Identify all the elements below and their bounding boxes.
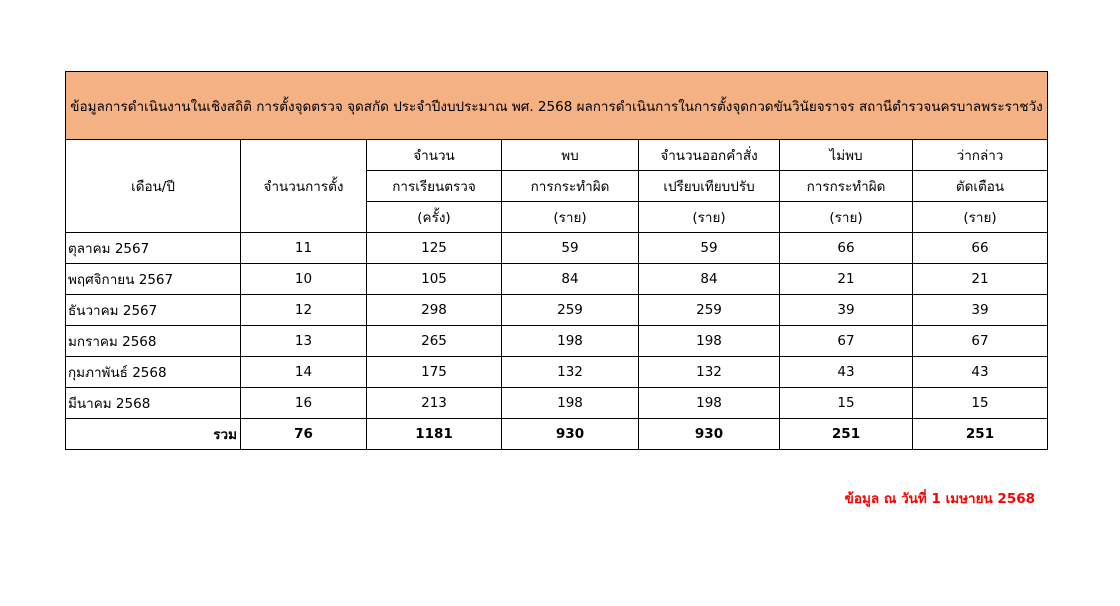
row-found: 259	[502, 295, 639, 326]
row-found: 198	[502, 326, 639, 357]
row-month: ตุลาคม 2567	[66, 233, 241, 264]
header-warned-l2: ตัดเตือน	[913, 171, 1048, 202]
row-not-found: 66	[780, 233, 913, 264]
row-setups: 10	[241, 264, 367, 295]
stats-table	[65, 71, 1048, 450]
total-found: 930	[502, 419, 639, 450]
header-fined-l2: เปรียบเทียบปรับ	[639, 171, 780, 202]
table-row	[66, 326, 1048, 357]
row-month: มีนาคม 2568	[66, 388, 241, 419]
row-setups: 16	[241, 388, 367, 419]
row-month: พฤศจิกายน 2567	[66, 264, 241, 295]
row-warned: 21	[913, 264, 1048, 295]
row-setups: 14	[241, 357, 367, 388]
row-not-found: 15	[780, 388, 913, 419]
row-setups: 12	[241, 295, 367, 326]
total-warned: 251	[913, 419, 1048, 450]
row-fined: 198	[639, 388, 780, 419]
header-not-found-unit: (ราย)	[780, 202, 913, 233]
total-fined: 930	[639, 419, 780, 450]
total-row	[66, 419, 1048, 450]
table-row	[66, 233, 1048, 264]
row-setups: 13	[241, 326, 367, 357]
header-checks-l2: การเรียนตรวจ	[367, 171, 502, 202]
stats-sheet	[65, 71, 1047, 450]
table-title: ข้อมูลการดำเนินงานในเชิงสถิติ การตั้งจุดตรวจ จุดสกัด ประจำปีงบประมาณ พศ. 2568 ผลการดำเนินการในการตั้งจุดกวดขันวินัยจราจร สถานีตำรวจนครบาลพระราชวัง	[66, 72, 1048, 140]
row-found: 59	[502, 233, 639, 264]
header-warned-unit: (ราย)	[913, 202, 1048, 233]
header-not-found-l1: ไม่พบ	[780, 140, 913, 171]
header-checks-unit: (ครั้ง)	[367, 202, 502, 233]
row-not-found: 67	[780, 326, 913, 357]
header-found-l2: การกระทำผิด	[502, 171, 639, 202]
row-month: มกราคม 2568	[66, 326, 241, 357]
data-date-note: ข้อมูล ณ วันที่ 1 เมษายน 2568	[844, 491, 1035, 507]
header-warned-l1: ว่ากล่าว	[913, 140, 1048, 171]
header-not-found-l2: การกระทำผิด	[780, 171, 913, 202]
header-fined-unit: (ราย)	[639, 202, 780, 233]
table-row	[66, 264, 1048, 295]
row-setups: 11	[241, 233, 367, 264]
row-checks: 213	[367, 388, 502, 419]
header-found-l1: พบ	[502, 140, 639, 171]
row-found: 198	[502, 388, 639, 419]
row-warned: 15	[913, 388, 1048, 419]
row-fined: 198	[639, 326, 780, 357]
row-checks: 298	[367, 295, 502, 326]
row-checks: 265	[367, 326, 502, 357]
row-fined: 259	[639, 295, 780, 326]
total-label: รวม	[66, 419, 241, 450]
row-found: 84	[502, 264, 639, 295]
row-warned: 67	[913, 326, 1048, 357]
total-checks: 1181	[367, 419, 502, 450]
row-not-found: 39	[780, 295, 913, 326]
total-not-found: 251	[780, 419, 913, 450]
header-fined-l1: จำนวนออกคำสั่ง	[639, 140, 780, 171]
header-month: เดือน/ปี	[66, 140, 241, 233]
header-setups: จำนวนการตั้ง	[241, 140, 367, 233]
row-checks: 125	[367, 233, 502, 264]
row-not-found: 21	[780, 264, 913, 295]
row-fined: 84	[639, 264, 780, 295]
table-row	[66, 357, 1048, 388]
row-checks: 175	[367, 357, 502, 388]
row-fined: 59	[639, 233, 780, 264]
header-found-unit: (ราย)	[502, 202, 639, 233]
row-warned: 43	[913, 357, 1048, 388]
row-month: กุมภาพันธ์ 2568	[66, 357, 241, 388]
table-row	[66, 388, 1048, 419]
row-found: 132	[502, 357, 639, 388]
row-month: ธันวาคม 2567	[66, 295, 241, 326]
row-not-found: 43	[780, 357, 913, 388]
row-warned: 66	[913, 233, 1048, 264]
total-setups: 76	[241, 419, 367, 450]
row-warned: 39	[913, 295, 1048, 326]
row-fined: 132	[639, 357, 780, 388]
row-checks: 105	[367, 264, 502, 295]
table-row	[66, 295, 1048, 326]
header-checks-l1: จำนวน	[367, 140, 502, 171]
